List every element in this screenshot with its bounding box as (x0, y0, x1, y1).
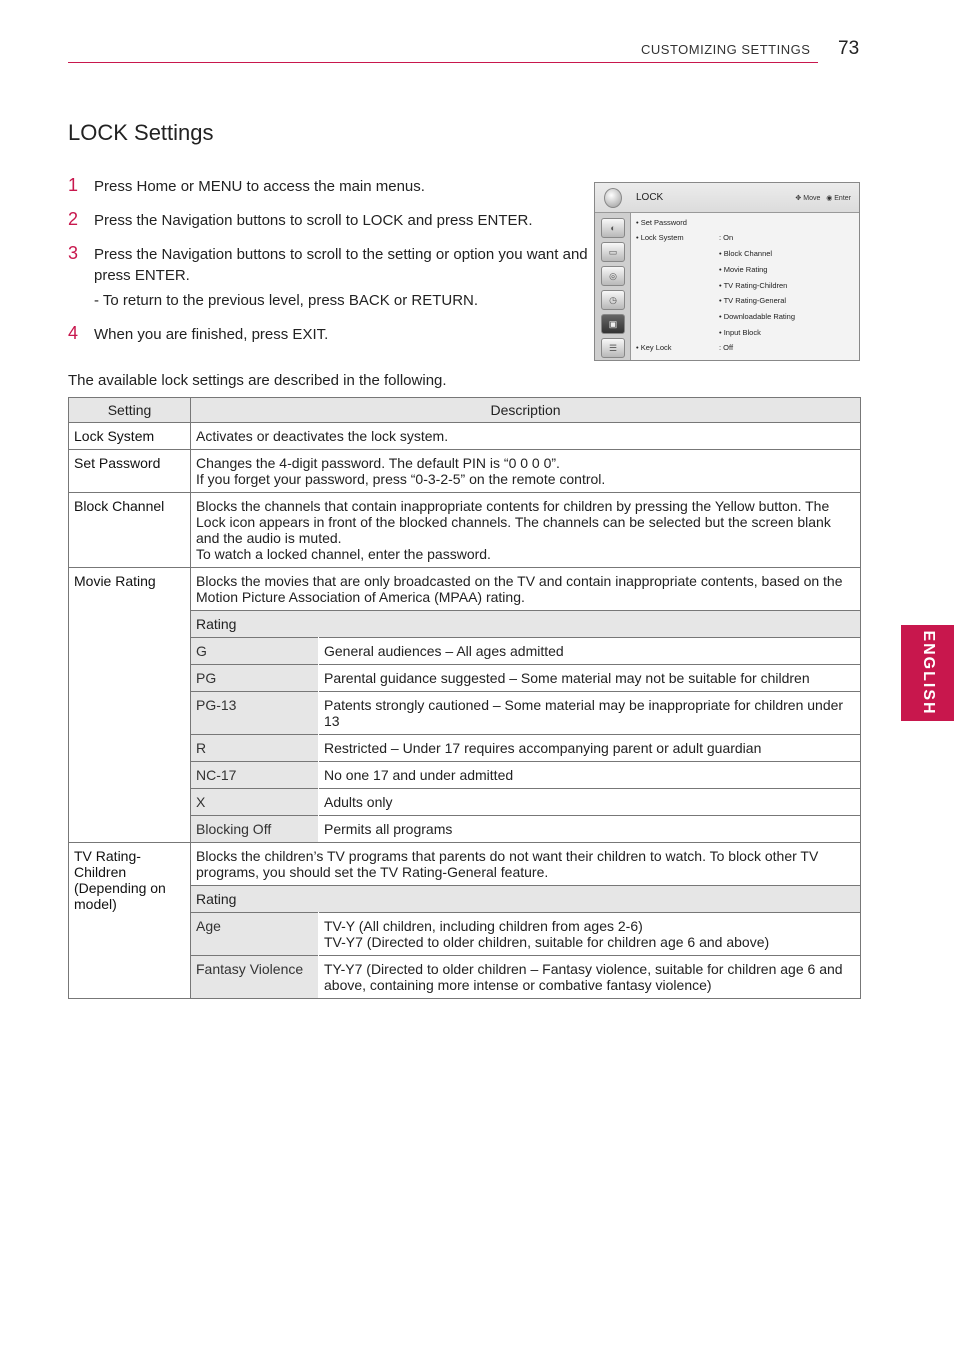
intro-text: The available lock settings are described in the following. (68, 372, 447, 389)
rating-line: TV-Y (All children, including children from ages 2-6) (324, 918, 643, 934)
rating-code: NC-17 (191, 762, 319, 789)
table-row (69, 423, 861, 450)
page-number: 73 (838, 38, 860, 59)
movie-rating-subtable (191, 568, 860, 842)
rating-meaning: Patents strongly cautioned – Some material may be inappropriate for children under 13 (319, 692, 861, 735)
language-tab (901, 625, 954, 721)
lock-icon (604, 188, 622, 208)
rating-row (191, 638, 860, 665)
step-number: 4 (68, 323, 79, 343)
description-line: Changes the 4-digit password. The default PIN is “0 0 0 0”. (196, 455, 560, 471)
rating-header: Rating (191, 886, 860, 913)
rating-row (191, 762, 860, 789)
tv-item-value: : Off (719, 343, 734, 352)
tv-item-value: : On (719, 233, 734, 242)
rating-line: TV-Y7 (Directed to older children, suitable for children age 6 and above) (324, 934, 770, 950)
description-line: If you forget your password, press “0-3-2-5” on the remote control. (196, 471, 606, 487)
rating-row (191, 913, 860, 956)
step-2 (68, 210, 588, 231)
movie-rating-description: Blocks the movies that are only broadcasted on the TV and contain inappropriate contents, based on the Motion Picture Association of America (MPAA) rating. (196, 573, 843, 605)
tv-item-value: • TV Rating-General (719, 296, 787, 305)
step-number: 2 (68, 209, 79, 229)
column-header-description: Description (191, 398, 861, 423)
setting-description: Activates or deactivates the lock system. (191, 423, 861, 450)
rating-code: Age (191, 913, 319, 956)
setting-name: Block Channel (69, 493, 191, 568)
lock-menu-icon: ▣ (601, 314, 625, 334)
step-1 (68, 176, 588, 197)
tv-lock-menu (594, 182, 860, 361)
rating-meaning: Parental guidance suggested – Some material may not be suitable for children (319, 665, 861, 692)
rating-meaning: General audiences – All ages admitted (319, 638, 861, 665)
table-row (69, 568, 861, 843)
tv-menu-hints (795, 194, 851, 202)
setting-description (191, 843, 861, 999)
rating-code: PG-13 (191, 692, 319, 735)
rating-row (191, 692, 860, 735)
rating-meaning: No one 17 and under admitted (319, 762, 861, 789)
section-title: CUSTOMIZING SETTINGS (641, 42, 811, 57)
tv-item-value: • Block Channel (719, 249, 773, 258)
rating-row (191, 735, 860, 762)
rating-meaning: Restricted – Under 17 requires accompanying parent or adult guardian (319, 735, 861, 762)
step-4 (68, 324, 588, 345)
language-label: ENGLISH (919, 630, 937, 716)
tv-item-label: • Key Lock (636, 343, 672, 352)
table-row (69, 493, 861, 568)
rating-meaning (319, 913, 861, 956)
move-icon: ✥ (795, 195, 802, 202)
step-subnote: - To return to the previous level, press BACK or RETURN. (94, 292, 479, 309)
rating-meaning: Adults only (319, 789, 861, 816)
rating-code: R (191, 735, 319, 762)
tv-menu-sidebar (595, 213, 631, 360)
picture-icon: ◐ (601, 218, 625, 238)
step-number: 1 (68, 175, 79, 195)
table-header-row (69, 398, 861, 423)
tv-item-value: • Downloadable Rating (719, 312, 796, 321)
rating-row (191, 956, 860, 999)
setting-description (191, 493, 861, 568)
lock-settings-table (68, 397, 861, 999)
enter-icon: ◉ (826, 195, 833, 202)
rating-code: Fantasy Violence (191, 956, 319, 999)
setting-description (191, 450, 861, 493)
move-hint: Move (803, 195, 821, 202)
table-row (69, 450, 861, 493)
rating-code: Blocking Off (191, 816, 319, 843)
step-text: When you are finished, press EXIT. (94, 326, 329, 343)
description-line: To watch a locked channel, enter the password. (196, 546, 491, 562)
setting-name: Lock System (69, 423, 191, 450)
screen-icon: ▭ (601, 242, 625, 262)
rating-row (191, 816, 860, 843)
tv-item-label: • Lock System (636, 233, 684, 242)
rating-meaning: Permits all programs (319, 816, 861, 843)
tv-rating-description: Blocks the children’s TV programs that parents do not want their children to watch. To block other TV programs, you should set the TV Rating-General feature. (196, 848, 819, 880)
step-text: Press the Navigation buttons to scroll to LOCK and press ENTER. (94, 212, 533, 229)
tv-menu-header (595, 183, 859, 213)
header-divider (68, 62, 818, 63)
option-icon: ☰ (601, 338, 625, 358)
tv-rating-subtable (191, 843, 860, 998)
column-header-setting: Setting (69, 398, 191, 423)
rating-header: Rating (191, 611, 860, 638)
step-3 (68, 244, 588, 311)
time-icon: ◷ (601, 290, 625, 310)
rating-row (191, 665, 860, 692)
tv-item-label: • Set Password (636, 218, 687, 227)
step-number: 3 (68, 243, 79, 263)
setting-name: Set Password (69, 450, 191, 493)
rating-code: G (191, 638, 319, 665)
step-text: Press the Navigation buttons to scroll to the setting or option you want and press ENTER. (94, 246, 588, 284)
page-title: LOCK Settings (68, 120, 214, 145)
steps-list (68, 176, 588, 358)
setting-description (191, 568, 861, 843)
tv-item-value: • TV Rating-Children (719, 281, 788, 290)
step-text: Press Home or MENU to access the main menus. (94, 178, 425, 195)
rating-code: PG (191, 665, 319, 692)
table-row (69, 843, 861, 999)
audio-icon: ◎ (601, 266, 625, 286)
rating-code: X (191, 789, 319, 816)
enter-hint: Enter (834, 195, 851, 202)
description-line: Blocks the channels that contain inappropriate contents for children by pressing the Yellow button. The Lock icon appears in front of the blocked channels. The channels can be selected but the screen blank and the audio is muted. (196, 498, 831, 546)
setting-name: Movie Rating (69, 568, 191, 843)
tv-item-value: • Input Block (719, 328, 761, 337)
tv-item-value: • Movie Rating (719, 265, 768, 274)
rating-row (191, 789, 860, 816)
tv-menu-title: LOCK (636, 192, 664, 203)
rating-meaning: TY-Y7 (Directed to older children – Fantasy violence, suitable for children age 6 and above, containing more intense or combative fantasy violence) (319, 956, 861, 999)
setting-name: TV Rating-Children (Depending on model) (69, 843, 191, 999)
